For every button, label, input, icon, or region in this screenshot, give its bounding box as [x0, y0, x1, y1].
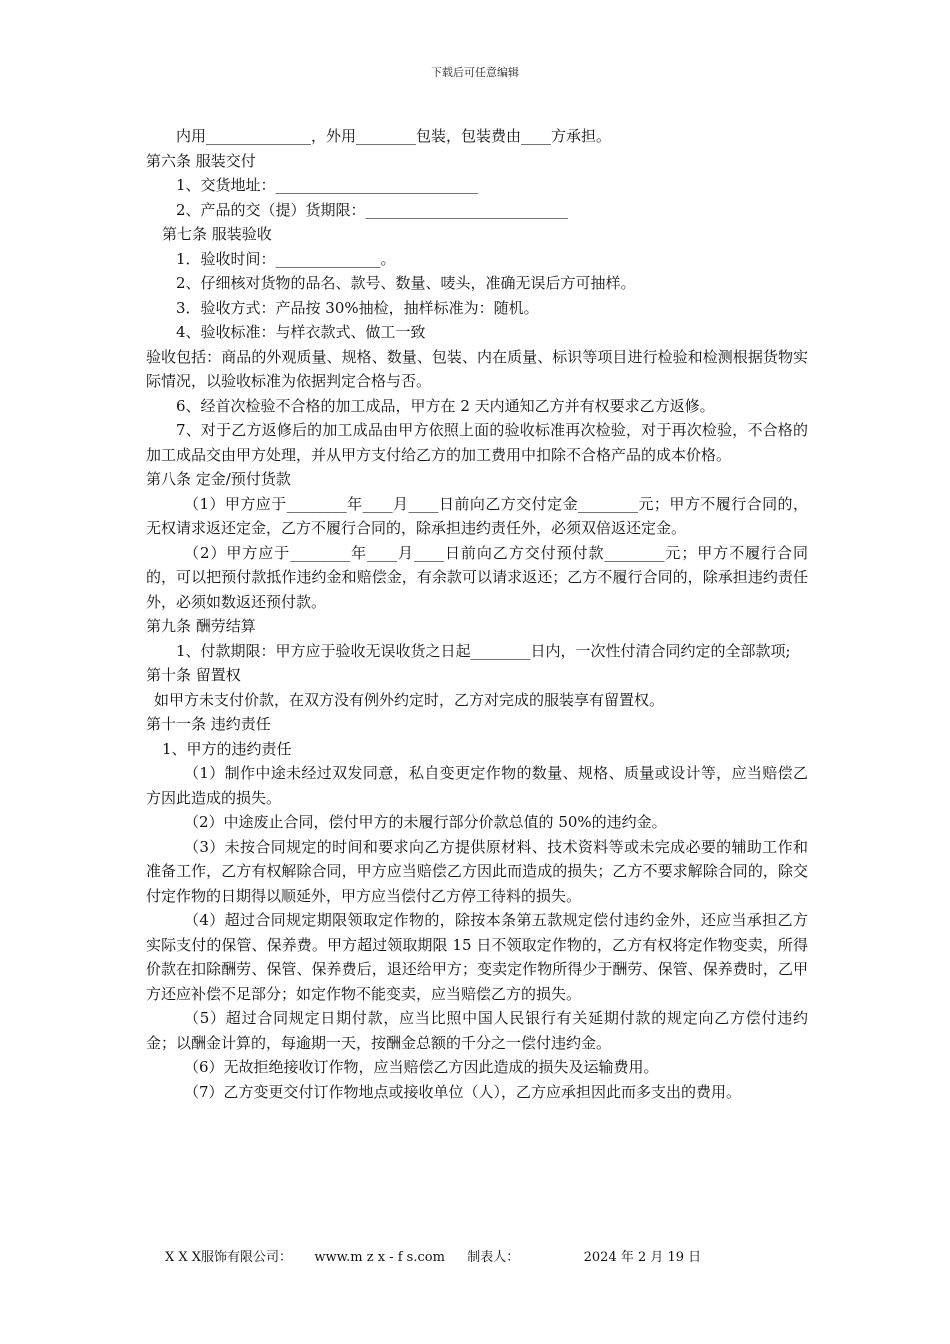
paragraph-party-a-liability: 1、甲方的违约责任 — [162, 739, 292, 758]
section-9-heading: 第九条 酬劳结算 — [146, 617, 256, 635]
paragraph-first-inspection: 6、经首次检验不合格的加工成品，甲方在 2 天内通知乙方并有权要求乙方返修。 — [176, 396, 715, 415]
paragraph-liability-2: （2）中途废止合同，偿付甲方的未履行部分价款总值的 50%的违约金。 — [184, 813, 667, 831]
paragraph-liability-5: （5）超过合同规定日期付款，应当比照中国人民银行有关延期付款的规定向乙方偿付违约金；以酬金计算的，每逾期一天，按酬金总额的千分之一偿付违约金。 — [146, 1009, 808, 1052]
paragraph-inspection-time: 1．验收时间：______________。 — [176, 249, 396, 268]
paragraph-payment-term: 1、付款期限：甲方应于验收无误收货之日起________日内，一次性付清合同约定的全部款项; — [176, 641, 791, 660]
paragraph-inspection-standard: 4、验收标准：与样衣款式、做工一致 — [176, 323, 426, 341]
paragraph-liability-4: （4）超过合同规定期限领取定作物的，除按本条第五款规定偿付违约金外，还应当承担乙方实际支付的保管、保养费。甲方超过领取期限 15 日不领取定作物的，乙方有权将定作物变卖，所得价款在扣除酬劳、保管、保养费后，退还给甲方；变卖定作物所得少于酬劳、保管、保养费时，乙甲方还应补偿不足部分；如定作物不能变卖，应当赔偿乙方的损失。 — [146, 911, 808, 1003]
section-7-heading: 第七条 服装验收 — [162, 225, 272, 243]
section-6-heading: 第六条 服装交付 — [146, 151, 256, 170]
paragraph-inspection-includes: 验收包括：商品的外观质量、规格、数量、包装、内在质量、标识等项目进行检验和检测根据货物实际情况，以验收标准为依据判定合格与否。 — [146, 347, 808, 390]
paragraph-check-goods: 2、仔细核对货物的品名、款号、数量、唛头，准确无误后方可抽样。 — [176, 274, 636, 292]
section-8-heading: 第八条 定金/预付货款 — [146, 470, 291, 488]
footer-preparer: 制表人： — [467, 1250, 520, 1265]
footer-website: www.m z x - f s.com — [314, 1250, 445, 1265]
paragraph-deposit: （1）甲方应于________年____月____日前向乙方交付定金________元；甲方不履行合同的，无权请求返还定金，乙方不履行合同的，除承担违约责任外，必须双倍返还定金。 — [146, 494, 808, 537]
paragraph-inspection-method: 3．验收方式：产品按 30%抽检，抽样标准为：随机。 — [176, 298, 539, 317]
page-header-note: 下载后可任意编辑 — [431, 66, 519, 79]
paragraph-liability-1: （1）制作中途未经过双发同意，私自变更定作物的数量、规格、质量或设计等，应当赔偿乙方因此造成的损失。 — [146, 764, 808, 807]
paragraph-liability-6: （6）无故拒绝接收订作物，应当赔偿乙方因此造成的损失及运输费用。 — [184, 1058, 659, 1076]
paragraph-lien: 如甲方未支付价款，在双方没有例外约定时，乙方对完成的服装享有留置权。 — [154, 690, 665, 709]
paragraph-delivery-deadline: 2、产品的交（提）货期限：___________________________ — [176, 200, 569, 219]
footer-date: 2024 年 2 月 19 日 — [583, 1250, 702, 1265]
contract-body — [146, 124, 808, 1104]
paragraph-liability-7: （7）乙方变更交付订作物地点或接收单位（人），乙方应承担因此而多支出的费用。 — [184, 1082, 742, 1101]
paragraph-delivery-address: 1、交货地址：___________________________ — [176, 176, 479, 194]
paragraph-liability-3: （3）未按合同规定的时间和要求向乙方提供原材料、技术资料等或未完成必要的辅助工作和准备工作，乙方有权解除合同，甲方应当赔偿乙方因此而造成的损失；乙方不要求解除合同的，除交付定作物的日期得以顺延外，甲方应当偿付乙方停工待料的损失。 — [146, 837, 808, 905]
page-footer — [165, 1246, 701, 1265]
paragraph-packaging: 内用______________，外用________包装，包装费由____方承担。 — [176, 127, 612, 145]
section-10-heading: 第十条 留置权 — [146, 666, 241, 684]
section-11-heading: 第十一条 违约责任 — [146, 715, 271, 733]
paragraph-reinspection: 7、对于乙方返修后的加工成品由甲方依照上面的验收标准再次检验，对于再次检验，不合格的加工成品交由甲方处理，并从甲方支付给乙方的加工费用中扣除不合格产品的成本价格。 — [146, 421, 808, 464]
paragraph-prepayment: （2）甲方应于________年____月____日前向乙方交付预付款________元；甲方不履行合同的，可以把预付款抵作违约金和赔偿金，有余款可以请求返还；乙方不履行合同的，除承担违约责任外，必须如数返还预付款。 — [146, 543, 808, 611]
footer-company: X X X服饰有限公司： — [165, 1250, 293, 1265]
